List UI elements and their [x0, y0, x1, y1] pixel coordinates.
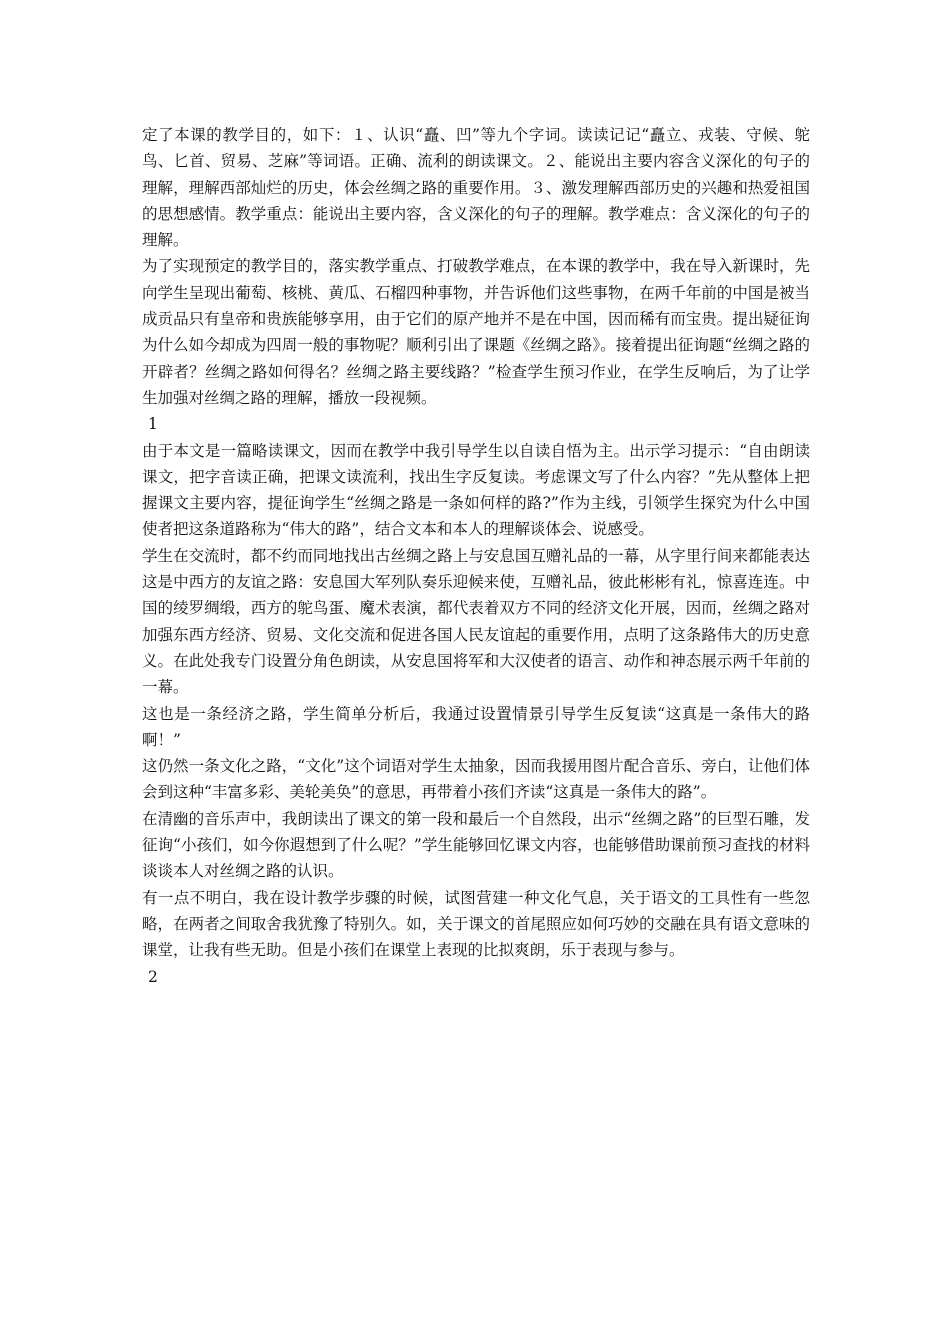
paragraph-cultural-road: 这仍然一条文化之路，“文化”这个词语对学生太抽象，因而我援用图片配合音乐、旁白，让他们体会到这种“丰富多彩、美轮美奂”的意思，再带着小孩们齐读“这真是一条伟大的路”。 — [142, 757, 810, 802]
document-page — [142, 122, 810, 990]
paragraph-friendship-road: 学生在交流时，都不约而同地找出古丝绸之路上与安息国互赠礼品的一幕，从字里行间来都能表达这是中西方的友谊之路：安息国大军列队奏乐迎候来使，互赠礼品，彼此彬彬有礼，惊喜连连。中国的绫罗绸缎，西方的鸵鸟蛋、魔术表演，都代表着双方不同的经济文化开展，因而，丝绸之路对加强东西方经济、贸易、文化交流和促进各国人民友谊起的重要作用，点明了这条路伟大的历史意义。在此处我专门设置分角色朗读，从安息国将军和大汉使者的语言、动作和神态展示两千年前的一幕。 — [142, 546, 810, 697]
paragraph-reflection: 有一点不明白，我在设计教学步骤的时候，试图营建一种文化气息，关于语文的工具性有一些忽略，在两者之间取舍我犹豫了特别久。如，关于课文的首尾照应如何巧妙的交融在具有语文意味的课堂，让我有些无助。但是小孩们在课堂上表现的比拟爽朗，乐于表现与参与。 — [142, 888, 810, 960]
paragraph-economic-road: 这也是一条经济之路，学生简单分析后，我通过设置情景引导学生反复读“这真是一条伟大的路啊！” — [142, 704, 810, 749]
paragraph-music-reading: 在清幽的音乐声中，我朗读出了课文的第一段和最后一个自然段，出示“丝绸之路”的巨型石雕，发征询“小孩们，如今你遐想到了什么呢？”学生能够回忆课文内容，也能够借助课前预习查找的材料谈谈本人对丝绸之路的认识。 — [142, 809, 810, 881]
paragraph-reading-guide: 由于本文是一篇略读课文，因而在教学中我引导学生以自读自悟为主。出示学习提示：“自由朗读课文，把字音读正确，把课文读流利，找出生字反复读。考虑课文写了什么内容？”先从整体上把握课文主要内容，提征询学生“丝绸之路是一条如何样的路?”作为主线，引领学生探究为什么中国使者把这条道路称为“伟大的路”，结合文本和本人的理解谈体会、说感受。 — [142, 441, 810, 539]
paragraph-lesson-intro: 为了实现预定的教学目的，落实教学重点、打破教学难点，在本课的教学中，我在导入新课时，先向学生呈现出葡萄、核桃、黄瓜、石榴四种事物，并告诉他们这些事物，在两千年前的中国是被当成贡品只有皇帝和贵族能够享用，由于它们的原产地并不是在中国，因而稀有而宝贵。提出疑征询为什么如今却成为四周一般的事物呢？顺利引出了课题《丝绸之路》。接着提出征询题“丝绸之路的开辟者？丝绸之路如何得名？丝绸之路主要线路？”检查学生预习作业，在学生反响后，为了让学生加强对丝绸之路的理解，播放一段视频。 — [142, 257, 810, 407]
page-number: 1 — [148, 415, 158, 434]
page-number: 2 — [148, 967, 158, 986]
paragraph-teaching-goals: 定了本课的教学目的，如下：１、认识“矗、凹”等九个字词。读读记记“矗立、戎装、守候、鸵鸟、匕首、贸易、芝麻”等词语。正确、流利的朗读课文。２、能说出主要内容含义深化的句子的理解，理解西部灿烂的历史，体会丝绸之路的重要作用。３、激发理解西部历史的兴趣和热爱祖国的思想感情。教学重点：能说出主要内容，含义深化的句子的理解。教学难点：含义深化的句子的理解。 — [142, 126, 810, 250]
